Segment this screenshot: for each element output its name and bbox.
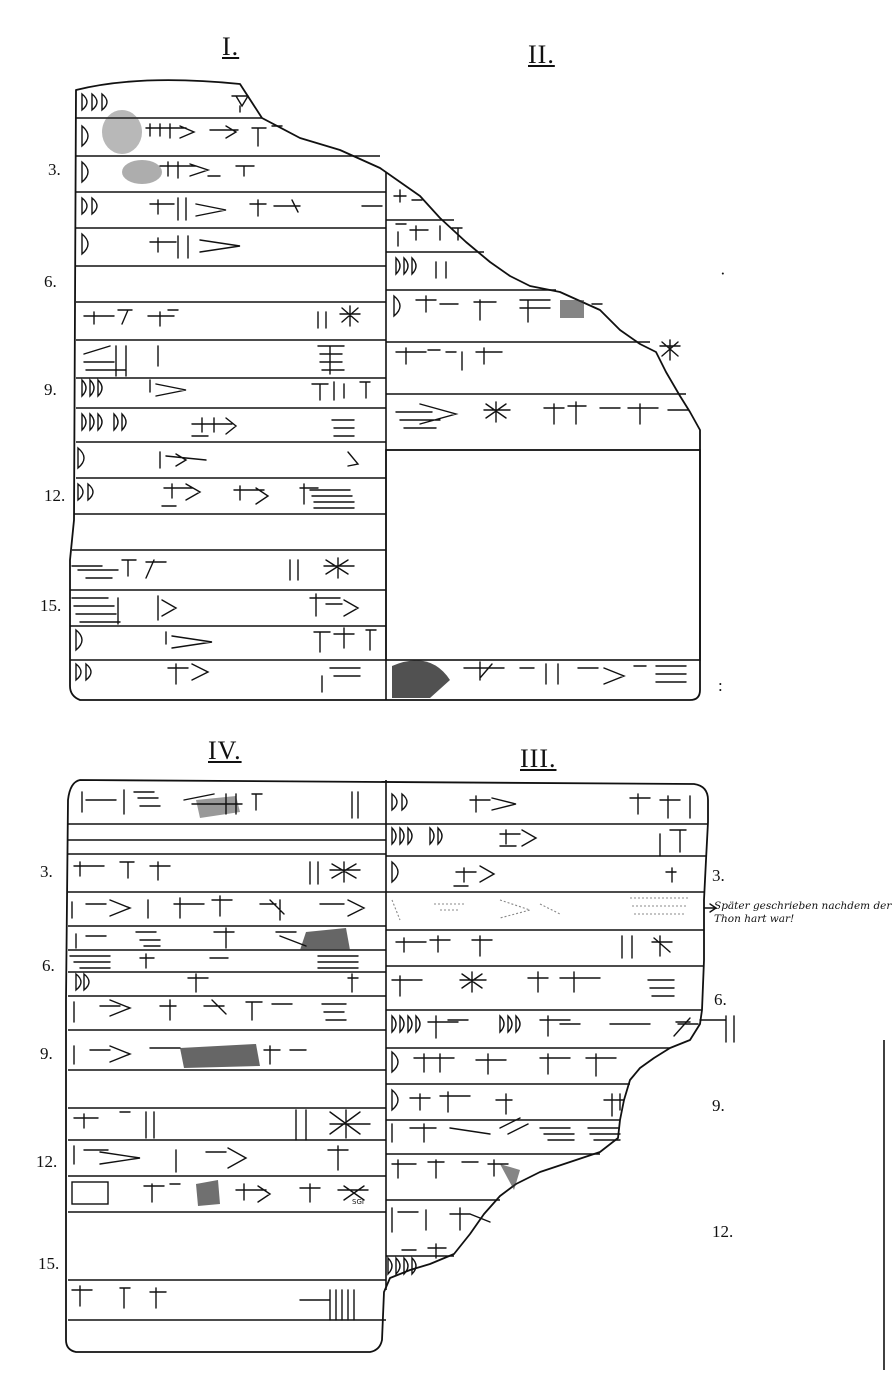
column-label-IV: IV. <box>208 736 242 765</box>
reverse-damage-hatching <box>180 796 520 1206</box>
obverse-number-wedges <box>76 94 416 680</box>
column-label-III: III. <box>520 744 557 773</box>
obverse-tablet <box>70 80 700 700</box>
obverse-line-number-12: 12. <box>44 486 66 505</box>
reverse-left-line-number-15: 15. <box>38 1254 60 1273</box>
reverse-right-line-number-6: 6. <box>714 990 727 1009</box>
reverse-number-wedges <box>76 794 520 1274</box>
obverse-edge-mark-bottom: : <box>718 676 723 695</box>
obverse-col2-blank-box <box>386 450 700 660</box>
obverse-line-number-6: 6. <box>44 272 57 291</box>
obverse-outline <box>70 80 700 700</box>
obverse-col1-signs <box>72 96 382 692</box>
obverse-line-number-9: 9. <box>44 380 57 399</box>
reverse-col4-rulings <box>68 824 386 1320</box>
reverse-col3-signs <box>392 794 734 1258</box>
obverse-edge-mark-top: · <box>720 264 726 283</box>
reverse-right-line-number-9: 9. <box>712 1096 725 1115</box>
reverse-left-line-number-6: 6. <box>42 956 55 975</box>
column-label-I: I. <box>222 32 240 61</box>
obverse-line-number-3: 3. <box>48 160 61 179</box>
obverse-line-number-15: 15. <box>40 596 62 615</box>
annotation-note: Später geschrieben nachdem der Thon hart war! <box>714 900 892 925</box>
reverse-faint-later-line <box>392 898 690 920</box>
reverse-sign-label: SGI <box>352 1198 364 1206</box>
column-label-II: II. <box>528 40 555 69</box>
reverse-right-line-number-3: 3. <box>712 866 725 885</box>
reverse-col3-rulings <box>386 824 708 1256</box>
reverse-left-line-number-9: 9. <box>40 1044 53 1063</box>
obverse-col1-rulings <box>70 118 386 660</box>
obverse-col2-rulings <box>386 220 700 450</box>
obverse-damage-hatching <box>102 110 584 698</box>
reverse-left-line-number-12: 12. <box>36 1152 58 1171</box>
reverse-left-line-number-3: 3. <box>40 862 53 881</box>
reverse-tablet <box>66 780 884 1370</box>
reverse-right-line-number-12: 12. <box>712 1222 734 1241</box>
obverse-col2-signs <box>394 190 688 684</box>
annotation-arrow <box>704 904 716 912</box>
